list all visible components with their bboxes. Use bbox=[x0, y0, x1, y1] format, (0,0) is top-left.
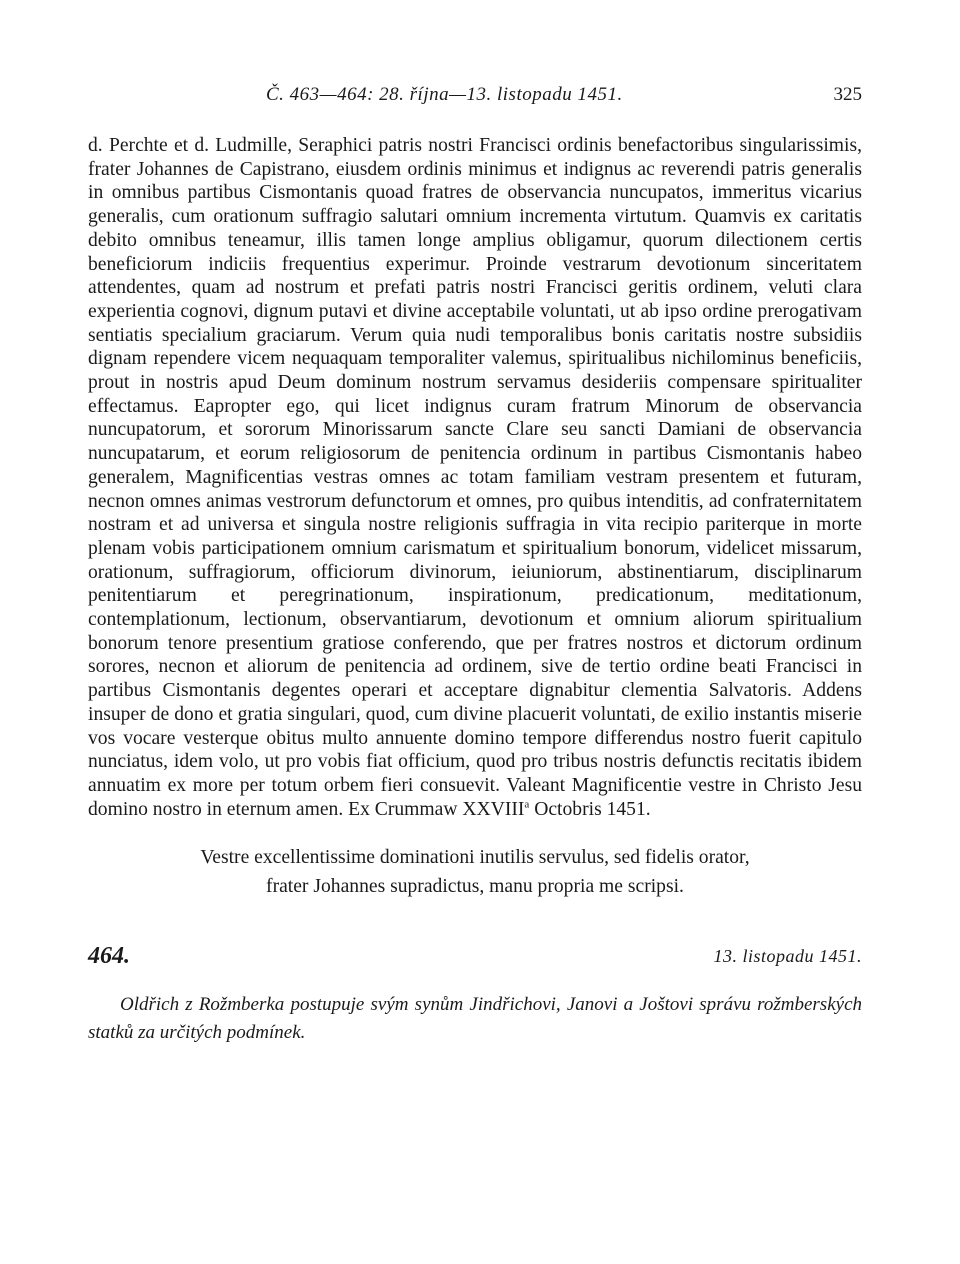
running-title: Č. 463—464: 28. října—13. listopadu 1451. bbox=[266, 84, 623, 105]
entry-regest: Oldřich z Rožmberka postupuje svým synům Jindřichovi, Janovi a Joštovi správu rožmberských statků za určitých podmínek. bbox=[88, 994, 862, 1044]
letter-body bbox=[88, 134, 862, 821]
letter-text: d. Perchte et d. Ludmille, Seraphici patris nostri Francisci ordinis benefactoribus singularissimis, frater Johannes de Capistrano, eiusdem ordinis minimus et indignus ac reverendi patris generalis in omnibus partibus Cismontanis quoad fratres de observancia nuncupatos, immeritus vicarius generalis, cum orationum suffragio salutari omnium incrementa virtutum. Quamvis ex caritatis debito omnibus teneamur, illis tamen longe amplius obligamur, quorum dilectionem certis beneficiorum indiciis frequentius experimur. Proinde vestrarum devotionum sinceritatem attendentes, quam ad nostrum et prefati patris nostri Francisci geritis ordinem, veluti clara experientia cognovi, dignum putavi et divine acceptabile voluntati, ut ab ipso ordine prerogativam sentiatis specialium graciarum. Verum quia nudi temporalibus bonis caritatis nostre subsidiis dignam rependere vicem nequaquam temporaliter valemus, spiritualibus nichilominus beneficiis, prout in nostris apud Deum dominum nostrum servamus desideriis compensare spiritualiter effectamus. Eapropter ego, qui licet indignus curam fratrum Minorum de observancia nuncupatorum, et sororum Minorissarum sancte Clare seu sancti Damiani de observancia nuncupatarum, et eorum religiosorum de penitencia ordinum in partibus Cismontanis habeo generalem, Magnificentias vestras omnes ac totam familiam vestram presentem et futuram, necnon omnes animas vestrorum defunctorum et omnes, pro quibus intenditis, ad confraternitatem nostram et ad universa et singula nostre religionis suffragia in vita recipio pariterque in morte plenam vobis participationem omnium carismatum et spiritualium bonorum, videlicet missarum, orationum, suffragiorum, officiorum divinorum, ieiuniorum, abstinentiarum, disciplinarum penitentiarum et peregrinationum, inspirationum, predicationum, meditationum, contemplationum, lectionum, observantiarum, devotionum et omnium aliorum spiritualium bonorum tenore presentium gratiose conferendo, que per fratres nostros et dictorum ordinum sorores, necnon et aliorum de penitencia ad ordinem, sive de tertio ordine beati Francisci in partibus Cismontanis degentes operari et acceptare dignabitur clementia Salvatoris. Addens insuper de dono et gratia singulari, quod, cum divine placuerit voluntati, de exilio instantis miserie vos vocare vesterque obitus multo annuente domino tempore differendus nostro fuerit capitulo nunciatus, idem volo, ut pro vobis fiat officium, quod pro tribus nostris defunctis recitatis ibidem annuatim ex more per totum orbem fieri consuevit. Valeant Magnificentie vestre in Christo Jesu domino nostro in eternum amen. Ex Crummaw XXVIII bbox=[88, 135, 862, 820]
subscription bbox=[88, 843, 862, 901]
date-superscript: a bbox=[524, 798, 530, 811]
entry-number: 464. bbox=[88, 943, 130, 970]
letter-date-tail: Octobris 1451. bbox=[529, 798, 651, 820]
running-head bbox=[88, 84, 862, 114]
letter-paragraph bbox=[88, 134, 862, 821]
page-number: 325 bbox=[833, 84, 862, 105]
subscription-line-1: Vestre excellentissime dominationi inutilis servulus, sed fidelis orator, bbox=[200, 847, 750, 869]
document-page bbox=[88, 84, 862, 1047]
subscription-line-2: frater Johannes supradictus, manu propria me scripsi. bbox=[266, 876, 684, 898]
entry-date: 13. listopadu 1451. bbox=[713, 946, 862, 967]
entry-heading bbox=[88, 943, 862, 977]
